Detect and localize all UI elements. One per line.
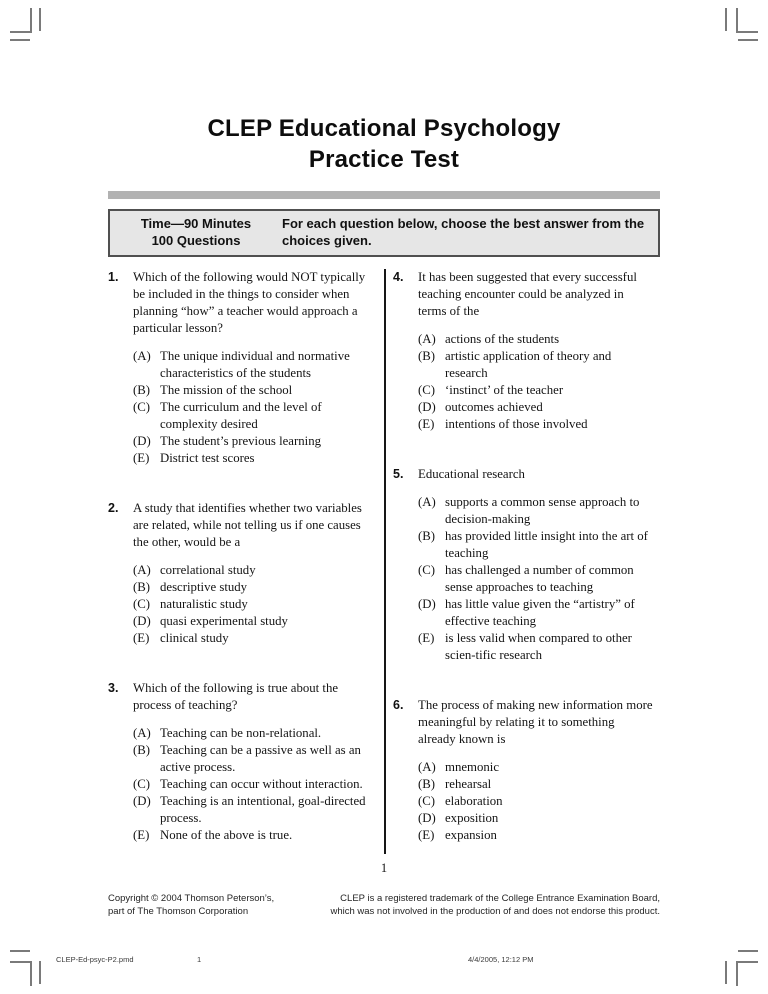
question-text: Educational research [418, 467, 525, 481]
question-text: Which of the following would NOT typically be included in the things to consider when planning “how” a teacher would approach a particular lesson? [133, 270, 366, 335]
trademark-notice: CLEP is a registered trademark of the College Entrance Examination Board, which was not involved in the production of and does not endorse this product. [330, 893, 660, 917]
print-datetime: 4/4/2005, 12:12 PM [468, 955, 534, 964]
option-row: (E) is less valid when compared to other scien-tific research [418, 631, 632, 662]
question-5 [393, 466, 655, 664]
time-line: Time—90 Minutes [140, 216, 252, 231]
print-page-number: 1 [197, 955, 202, 964]
option-row: (B) The mission of the school [133, 383, 293, 397]
option-row: (D) has little value given the “artistry” of effective teaching [418, 597, 635, 628]
option-row: (C) has challenged a number of common sense approaches to teaching [418, 563, 634, 594]
option-row: (E) expansion [418, 828, 497, 842]
option-row: (A) actions of the students [418, 332, 560, 346]
option-row: (B) Teaching can be a passive as well as an active process. [133, 743, 361, 774]
question-1 [108, 269, 370, 467]
option-row: (C) Teaching can occur without interaction. [133, 777, 363, 791]
option-row: (D) exposition [418, 811, 499, 825]
option-row: (B) artistic application of theory and research [418, 349, 612, 380]
instructions-text: For each question below, choose the best answer from the choices given. [282, 216, 645, 248]
option-row: (B) rehearsal [418, 777, 492, 791]
option-row: (C) naturalistic study [133, 597, 248, 611]
option-row: (C) ‘instinct’ of the teacher [418, 383, 564, 397]
page-number: 1 [380, 861, 388, 875]
option-row: (E) clinical study [133, 631, 229, 645]
question-number: 1. [108, 270, 119, 284]
time-limit [110, 215, 282, 249]
option-row: (B) has provided little insight into the art of teaching [418, 529, 648, 560]
question-text: It has been suggested that every successful teaching encounter could be analyzed in terms of the [418, 270, 637, 318]
column-divider [384, 269, 386, 854]
option-row: (A) mnemonic [418, 760, 500, 774]
option-row: (D) Teaching is an intentional, goal-directed process. [133, 794, 366, 825]
question-text: The process of making new information more meaningful by relating it to something already known is [418, 698, 653, 746]
option-row: (D) The student’s previous learning [133, 434, 321, 448]
question-2 [108, 500, 370, 647]
option-row: (A) The unique individual and normative characteristics of the students [133, 349, 350, 380]
copyright-notice: Copyright © 2004 Thomson Peterson’s, part of The Thomson Corporation [108, 893, 275, 917]
option-row: (E) District test scores [133, 451, 255, 465]
question-4 [393, 269, 655, 433]
page-title [108, 113, 660, 175]
option-row: (D) quasi experimental study [133, 614, 288, 628]
question-columns [108, 269, 660, 854]
question-number: 3. [108, 681, 119, 695]
instructions-box [108, 209, 660, 257]
question-6 [393, 697, 655, 844]
option-row: (B) descriptive study [133, 580, 248, 594]
option-row: (A) supports a common sense approach to decision-making [418, 495, 640, 526]
option-row: (A) Teaching can be non-relational. [133, 726, 322, 740]
option-row: (C) The curriculum and the level of complexity desired [133, 400, 322, 431]
divider-bar [108, 191, 660, 199]
right-column [393, 269, 655, 854]
question-number: 4. [393, 270, 404, 284]
option-row: (C) elaboration [418, 794, 503, 808]
question-count: 100 Questions [151, 233, 241, 248]
title-line-2: Practice Test [308, 146, 460, 173]
option-row: (E) intentions of those involved [418, 417, 588, 431]
option-row: (D) outcomes achieved [418, 400, 543, 414]
question-text: Which of the following is true about the process of teaching? [133, 681, 339, 712]
question-number: 5. [393, 467, 404, 481]
print-filename: CLEP-Ed-psyc-P2.pmd [56, 955, 134, 964]
question-number: 2. [108, 501, 119, 515]
option-row: (A) correlational study [133, 563, 256, 577]
question-3 [108, 680, 370, 844]
footer [108, 892, 660, 918]
question-number: 6. [393, 698, 404, 712]
question-text: A study that identifies whether two variables are related, while not telling us if one causes the other, would be a [133, 501, 362, 549]
left-column [108, 269, 370, 854]
title-line-1: CLEP Educational Psychology [207, 115, 561, 142]
option-row: (E) None of the above is true. [133, 828, 293, 842]
